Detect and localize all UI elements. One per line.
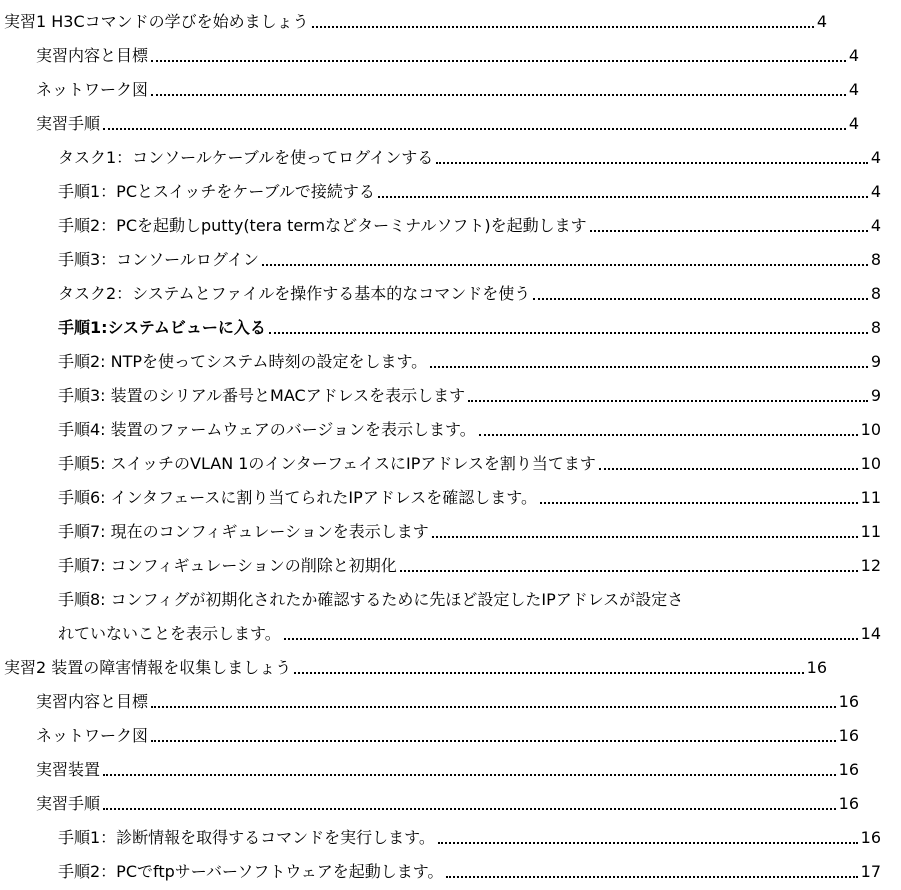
toc-entry[interactable] xyxy=(0,716,879,746)
toc-page-number: 4 xyxy=(848,114,859,133)
toc-entry-title: 実習装置 xyxy=(36,760,101,779)
toc-entry-title: ネットワーク図 xyxy=(36,726,149,745)
toc-entry[interactable] xyxy=(0,580,901,610)
toc-page-number: 4 xyxy=(848,46,859,65)
toc-entry[interactable] xyxy=(0,750,879,780)
toc-entry-title: 手順7: 現在のコンフィギュレーションを表示します xyxy=(58,522,429,541)
toc-entry-title: ネットワーク図 xyxy=(36,80,149,99)
toc-entry[interactable] xyxy=(0,648,847,678)
toc-leader-dots xyxy=(269,332,868,334)
toc-leader-dots xyxy=(599,468,858,470)
toc-entry-title: 手順8: コンフィグが初期化されたか確認するために先ほど設定したIPアドレスが設定さ xyxy=(58,590,684,609)
toc-entry-title: 手順2：PCを起動しputty(tera termなどターミナルソフト)を起動します xyxy=(58,216,587,235)
toc-leader-dots xyxy=(103,774,836,776)
toc-page-number: 11 xyxy=(860,522,881,541)
toc-entry[interactable] xyxy=(0,104,879,134)
toc-leader-dots xyxy=(432,536,858,538)
toc-entry[interactable] xyxy=(0,240,901,270)
toc-page-number: 17 xyxy=(860,862,881,881)
toc-leader-dots xyxy=(436,162,868,164)
toc-entry[interactable] xyxy=(0,410,901,440)
toc-page-number: 10 xyxy=(860,420,881,439)
toc-entry-title: 実習手順 xyxy=(36,794,101,813)
toc-entry-title: 手順1：PCとスイッチをケーブルで接続する xyxy=(58,182,375,201)
toc-entry[interactable] xyxy=(0,70,879,100)
toc-entry-title: 手順4: 装置のファームウェアのバージョンを表示します。 xyxy=(58,420,476,439)
toc-leader-dots xyxy=(151,60,846,62)
toc-entry-title: 手順6: インタフェースに割り当てられたIPアドレスを確認します。 xyxy=(58,488,538,507)
toc-page-number: 16 xyxy=(838,692,859,711)
toc-page-number: 9 xyxy=(870,352,881,371)
toc-entry-title: タスク2：システムとファイルを操作する基本的なコマンドを使う xyxy=(58,284,531,303)
toc-entry[interactable] xyxy=(0,308,901,338)
toc-entry-title: 手順2: NTPを使ってシステム時刻の設定をします。 xyxy=(58,352,428,371)
toc-leader-dots xyxy=(312,26,814,28)
toc-entry-title: 手順2：PCでftpサーバーソフトウェアを起動します。 xyxy=(58,862,444,881)
toc-entry-title: 手順1:システムビューに入る xyxy=(58,318,266,337)
toc-page-number: 8 xyxy=(870,284,881,303)
toc-leader-dots xyxy=(151,706,836,708)
toc-page-number: 4 xyxy=(816,12,827,31)
toc-entry-title: 手順3：コンソールログイン xyxy=(58,250,260,269)
toc-entry[interactable] xyxy=(0,478,901,508)
toc-entry[interactable] xyxy=(0,444,901,474)
toc-page-number: 9 xyxy=(870,386,881,405)
toc-page-number: 16 xyxy=(860,828,881,847)
toc-entry-title: 実習内容と目標 xyxy=(36,46,149,65)
toc-page-number: 16 xyxy=(838,726,859,745)
toc-leader-dots xyxy=(438,842,858,844)
toc-entry[interactable] xyxy=(0,682,879,712)
toc-entry[interactable] xyxy=(0,546,901,576)
toc-entry-title: 手順1：診断情報を取得するコマンドを実行します。 xyxy=(58,828,435,847)
toc-leader-dots xyxy=(151,740,836,742)
toc-leader-dots xyxy=(151,94,846,96)
toc-page-number: 4 xyxy=(870,148,881,167)
toc-entry[interactable] xyxy=(0,512,901,542)
toc-page-number: 16 xyxy=(806,658,827,677)
toc-leader-dots xyxy=(262,264,868,266)
toc-page-number: 8 xyxy=(870,318,881,337)
toc-entry-title: 実習2 装置の障害情報を収集しましょう xyxy=(4,658,292,677)
toc-entry[interactable] xyxy=(0,784,879,814)
toc-entry-title: 実習手順 xyxy=(36,114,101,133)
toc-page-number: 4 xyxy=(870,216,881,235)
toc-leader-dots xyxy=(479,434,858,436)
toc-leader-dots xyxy=(590,230,868,232)
toc-page-number: 11 xyxy=(860,488,881,507)
toc-entry[interactable] xyxy=(0,172,901,202)
toc-leader-dots xyxy=(378,196,868,198)
toc-leader-dots xyxy=(103,128,846,130)
toc-entry[interactable] xyxy=(0,36,879,66)
toc-entry-title: 手順3: 装置のシリアル番号とMACアドレスを表示します xyxy=(58,386,466,405)
toc-entry[interactable] xyxy=(0,2,847,32)
toc-page-number: 16 xyxy=(838,794,859,813)
toc-page-number: 12 xyxy=(860,556,881,575)
toc-leader-dots xyxy=(533,298,868,300)
toc-entry[interactable] xyxy=(0,274,901,304)
toc-page-number: 14 xyxy=(860,624,881,643)
toc-leader-dots xyxy=(103,808,836,810)
toc-entry-title: 手順7: コンフィギュレーションの削除と初期化 xyxy=(58,556,397,575)
toc-entry-title: 実習内容と目標 xyxy=(36,692,149,711)
toc-entry-title: 実習1 H3Cコマンドの学びを始めましょう xyxy=(4,12,309,31)
toc-leader-dots xyxy=(468,400,868,402)
toc-entry[interactable] xyxy=(0,342,901,372)
toc-entry[interactable] xyxy=(0,614,901,644)
toc-entry-title: れていないことを表示します。 xyxy=(58,624,281,643)
toc-page-number: 8 xyxy=(870,250,881,269)
toc-entry[interactable] xyxy=(0,376,901,406)
toc-page-number: 4 xyxy=(870,182,881,201)
toc-page-number: 16 xyxy=(838,760,859,779)
toc-leader-dots xyxy=(446,876,857,878)
toc-leader-dots xyxy=(284,638,858,640)
toc-entry-title: 手順5: スイッチのVLAN 1のインターフェイスにIPアドレスを割り当てます xyxy=(58,454,596,473)
toc-entry[interactable] xyxy=(0,852,901,882)
toc-entry[interactable] xyxy=(0,138,901,168)
toc-entry[interactable] xyxy=(0,206,901,236)
toc-leader-dots xyxy=(400,570,858,572)
toc-leader-dots xyxy=(294,672,803,674)
toc-entry[interactable] xyxy=(0,818,901,848)
toc-page-number: 10 xyxy=(860,454,881,473)
toc-entry-title: タスク1：コンソールケーブルを使ってログインする xyxy=(58,148,434,167)
toc-leader-dots xyxy=(540,502,858,504)
toc-leader-dots xyxy=(430,366,868,368)
toc-page-number: 4 xyxy=(848,80,859,99)
